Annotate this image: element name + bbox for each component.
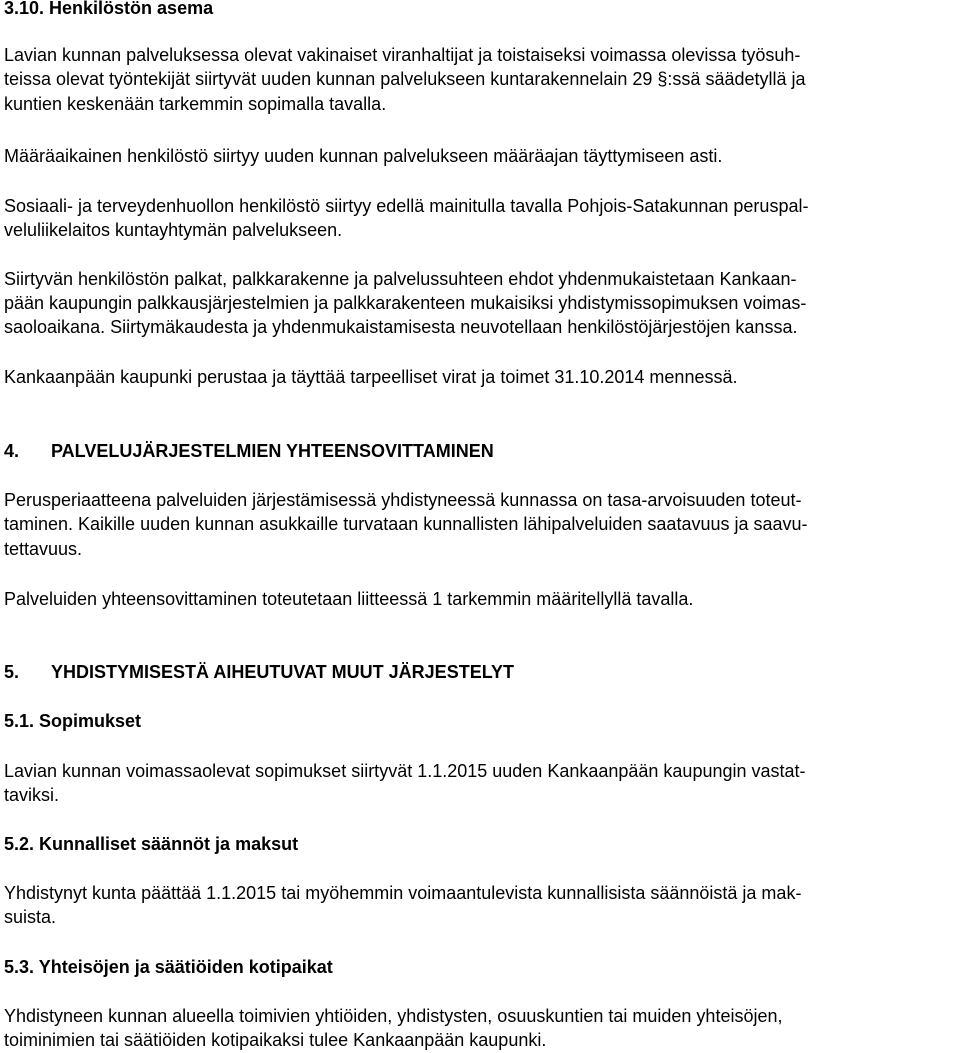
section-4-heading: [4, 440, 494, 462]
paragraph-line: toiminimien tai säätiöiden kotipaikaksi tulee Kankaanpään kaupunki.: [4, 1030, 547, 1050]
paragraph-line: tettavuus.: [4, 539, 83, 559]
paragraph-line: kuntien keskenään tarkemmin sopimalla tavalla.: [4, 94, 387, 114]
section-title: PALVELUJÄRJESTELMIEN YHTEENSOVITTAMINEN: [51, 441, 494, 461]
paragraph-line: Palveluiden yhteensovittaminen toteutetaan liitteessä 1 tarkemmin määritellyllä tavalla.: [4, 589, 694, 609]
paragraph-line: Yhdistynyt kunta päättää 1.1.2015 tai myöhemmin voimaantulevista kunnallisista säännöistä ja mak-: [4, 883, 802, 903]
section-title: YHDISTYMISESTÄ AIHEUTUVAT MUUT JÄRJESTELYT: [51, 662, 515, 682]
section-number: 5.: [4, 662, 20, 682]
paragraph-line: teissa olevat työntekijät siirtyvät uuden kunnan palvelukseen kuntarakennelain 29 §:ssä säädetyllä ja: [4, 69, 806, 89]
paragraph-line: taviksi.: [4, 785, 60, 805]
paragraph-line: Lavian kunnan voimassaolevat sopimukset siirtyvät 1.1.2015 uuden Kankaanpään kaupungin vastat-: [4, 761, 806, 781]
paragraph-line: Sosiaali- ja terveydenhuollon henkilöstö siirtyy edellä mainitulla tavalla Pohjois-Satakunnan peruspal-: [4, 196, 809, 216]
paragraph-line: Perusperiaatteena palveluiden järjestämisessä yhdistyneessä kunnassa on tasa-arvoisuuden toteut-: [4, 490, 802, 510]
paragraph-line: suista.: [4, 907, 57, 927]
section-5-1-heading: 5.1. Sopimukset: [4, 711, 142, 731]
section-5-2-heading: 5.2. Kunnalliset säännöt ja maksut: [4, 834, 299, 854]
section-3-10-heading: 3.10. Henkilöstön asema: [4, 0, 214, 18]
paragraph-line: taminen. Kaikille uuden kunnan asukkaille turvataan kunnallisten lähipalveluiden saatavuus ja saavu-: [4, 514, 808, 534]
section-number: 4.: [4, 441, 20, 461]
section-5-3-heading: 5.3. Yhteisöjen ja säätiöiden kotipaikat: [4, 957, 333, 977]
section-5-heading: [4, 661, 514, 683]
paragraph-line: veluliikelaitos kuntayhtymän palvelukseen.: [4, 220, 343, 240]
paragraph-line: Lavian kunnan palveluksessa olevat vakinaiset viranhaltijat ja toistaiseksi voimassa olevissa työsuh-: [4, 45, 801, 65]
paragraph-line: pään kaupungin palkkausjärjestelmien ja palkkarakenteen mukaisiksi yhdistymissopimuksen voimas-: [4, 293, 807, 313]
paragraph-line: Siirtyvän henkilöstön palkat, palkkarakenne ja palvelussuhteen ehdot yhdenmukaistetaan Kankaan-: [4, 269, 797, 289]
paragraph-line: Yhdistyneen kunnan alueella toimivien yhtiöiden, yhdistysten, osuuskuntien tai muiden yhteisöjen,: [4, 1006, 783, 1026]
paragraph-line: Määräaikainen henkilöstö siirtyy uuden kunnan palvelukseen määräajan täyttymiseen asti.: [4, 146, 723, 166]
paragraph-line: Kankaanpään kaupunki perustaa ja täyttää tarpeelliset virat ja toimet 31.10.2014 mennessä.: [4, 367, 738, 387]
paragraph-line: saoloaikana. Siirtymäkaudesta ja yhdenmukaistamisesta neuvotellaan henkilöstöjärjestöjen kanssa.: [4, 317, 798, 337]
